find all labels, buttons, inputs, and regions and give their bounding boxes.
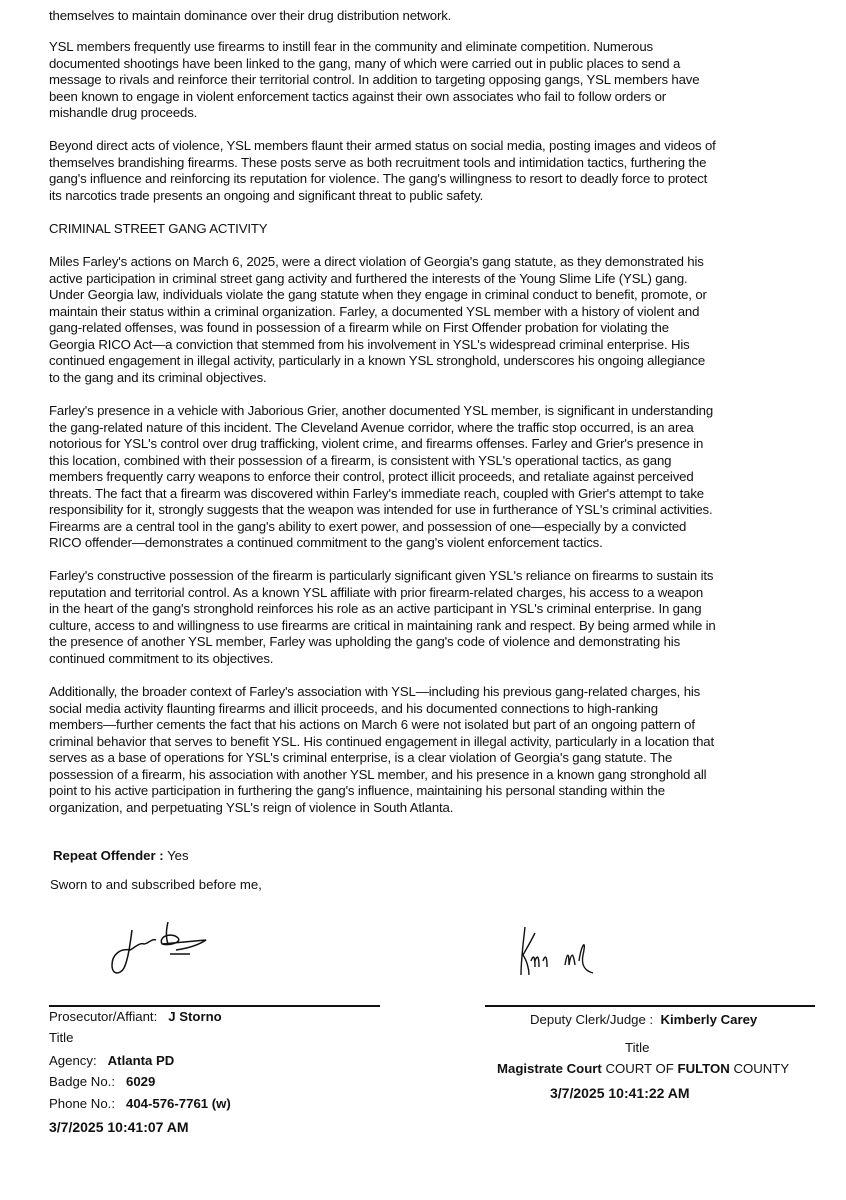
- text-line: this location, combined with their possession of a firearm, is consistent with YSL's operational tactics, as gang: [49, 452, 672, 468]
- judge-signature-line: [485, 1005, 815, 1007]
- text-line: reputation and territorial control. As a known YSL affiliate with prior firearm-related charges, his access to a weapon: [49, 584, 704, 600]
- badge-value: 6029: [125, 1074, 156, 1089]
- text-line: continued commitment to its objectives.: [49, 650, 274, 666]
- repeat-offender-label: Repeat Offender :: [53, 848, 164, 863]
- text-line: YSL members frequently use firearms to instill fear in the community and eliminate competition. Numerous: [49, 39, 653, 54]
- sworn-statement: Sworn to and subscribed before me,: [50, 877, 262, 892]
- text-line: Georgia RICO Act—a conviction that stemmed from his involvement in YSL's widespread criminal enterprise. His: [49, 336, 690, 352]
- paragraph: [49, 254, 839, 386]
- affiant-name-label: Prosecutor/Affiant:: [49, 1009, 158, 1024]
- text-line: RICO offender—demonstrates a continued commitment to the gang's violent enforcement tactics.: [49, 535, 603, 550]
- text-line: members frequently carry weapons to enforce their control, protect illicit proceeds, and retaliate against perceived: [49, 469, 694, 484]
- text-line: Additionally, the broader context of Farley's association with YSL—including his previous gang-related charges, his: [49, 684, 701, 699]
- text-line: the presence of another YSL member, Farley was upholding the gang's code of violence and demonstrating his: [49, 634, 681, 649]
- text-line: culture, access to and willingness to use firearms are critical in maintaining rank and respect. By being armed while in: [49, 617, 716, 633]
- court-of: COURT OF: [605, 1061, 674, 1076]
- text-line: Miles Farley's actions on March 6, 2025, were a direct violation of Georgia's gang statute, as they demonstrated his: [49, 254, 704, 269]
- text-line: its narcotics trade presents an ongoing and significant threat to public safety.: [49, 187, 484, 203]
- phone-value: 404-576-7761 (w): [125, 1096, 231, 1111]
- text-line: Firearms are a central tool in the gang's ability to exert power, and possession of one—especially by a convicted: [49, 518, 687, 534]
- badge-label: Badge No.:: [49, 1074, 115, 1089]
- text-line: CRIMINAL STREET GANG ACTIVITY: [49, 221, 268, 236]
- text-line: message to rivals and reinforce their territorial control. In addition to targeting opposing gangs, YSL members have: [49, 72, 700, 87]
- text-line: gang's influence and reinforcing its reputation for violence. The gang's willingness to resort to deadly force to protect: [49, 171, 708, 186]
- text-line: responsibility for it, strongly suggests that the weapon was intended for use in furtherance of YSL's criminal activities.: [49, 502, 713, 517]
- text-line: documented shootings have been linked to the gang, many of which were carried out in public places to send a: [49, 55, 681, 71]
- text-line: point to his active participation in furthering the gang's influence, maintaining his personal standing within the: [49, 783, 665, 798]
- court-county-name: FULTON: [677, 1061, 730, 1076]
- text-line: mishandle drug proceeds.: [49, 105, 198, 120]
- text-line: to the gang and its criminal objectives.: [49, 369, 267, 385]
- text-line: serves as a base of operations for YSL's criminal enterprise, is a clear violation of Georgia's gang statute. The: [49, 750, 673, 765]
- paragraph: [49, 138, 839, 204]
- affiant-signature-line: [49, 1005, 380, 1007]
- affiant-signature: [110, 920, 260, 980]
- court-type: Magistrate Court: [497, 1061, 602, 1076]
- paragraph: [49, 8, 839, 25]
- text-line: gang-related offenses, was found in possession of a firearm while on First Offender probation for violating the: [49, 320, 669, 335]
- text-line: social media activity flaunting firearms and illicit proceeds, and his documented connections to high-ranking: [49, 700, 658, 716]
- paragraph: [49, 39, 839, 122]
- affiant-datetime: 3/7/2025 10:41:07 AM: [49, 1119, 189, 1135]
- text-line: Beyond direct acts of violence, YSL members flaunt their armed status on social media, posting images and videos of: [49, 138, 716, 153]
- text-line: maintain their status within a criminal organization. Farley, a documented YSL member with a history of violent and: [49, 303, 700, 319]
- repeat-offender-value: Yes: [167, 848, 189, 863]
- text-line: themselves to maintain dominance over their drug distribution network.: [49, 8, 452, 23]
- text-line: members—further cements the fact that his actions on March 6 were not isolated but part of an ongoing pattern of: [49, 717, 695, 732]
- text-line: continued engagement in illegal activity, particularly in a known YSL stronghold, underscores his ongoing allegiance: [49, 353, 706, 368]
- judge-name: Kimberly Carey: [660, 1012, 758, 1027]
- judge-name-label: Deputy Clerk/Judge :: [530, 1012, 654, 1027]
- text-line: criminal behavior that serves to benefit YSL. His continued engagement in illegal activity, particularly in a location that: [49, 733, 714, 749]
- court-county: COUNTY: [733, 1061, 790, 1076]
- text-line: been known to engage in violent enforcement tactics against their own associates who fail to follow orders or: [49, 88, 667, 104]
- affiant-title-label: Title: [49, 1030, 74, 1045]
- paragraph: [49, 403, 839, 552]
- text-line: organization, and perpetuating YSL's reign of violence in South Atlanta.: [49, 799, 454, 815]
- text-line: the gang-related nature of this incident. The Cleveland Avenue corridor, where the traffic stop occurred, is an area: [49, 419, 694, 435]
- text-line: notorious for YSL's control over drug trafficking, violent crime, and firearms offenses. Farley and Grier's presence in: [49, 436, 704, 451]
- text-line: threats. The fact that a firearm was discovered within Farley's immediate reach, coupled with Grier's attempt to take: [49, 485, 704, 501]
- affiant-name: J Storno: [168, 1009, 222, 1024]
- agency-value: Atlanta PD: [107, 1053, 175, 1068]
- text-line: Farley's presence in a vehicle with Jaborious Grier, another documented YSL member, is significant in understanding: [49, 403, 714, 418]
- text-line: Farley's constructive possession of the firearm is particularly significant given YSL's reliance on firearms to sustain its: [49, 568, 714, 583]
- text-line: active participation in criminal street gang activity and furthered the interests of the Young Slime Life (YSL) gang.: [49, 270, 688, 286]
- text-line: themselves brandishing firearms. These posts serve as both recruitment tools and intimidation tactics, furthering the: [49, 154, 707, 170]
- court-name: [497, 1061, 789, 1076]
- section-heading: [49, 221, 839, 238]
- text-line: possession of a firearm, his association with another YSL member, and his presence in a known gang stronghold all: [49, 766, 707, 782]
- judge-title-label: Title: [625, 1040, 650, 1055]
- agency-label: Agency:: [49, 1053, 97, 1068]
- paragraph: [49, 568, 839, 667]
- repeat-offender: [53, 848, 189, 863]
- text-line: Under Georgia law, individuals violate the gang statute when they engage in criminal conduct to benefit, promote, or: [49, 287, 707, 302]
- judge-datetime: 3/7/2025 10:41:22 AM: [550, 1085, 690, 1101]
- text-line: in the heart of the gang's stronghold reinforces his role as an active participant in YSL's criminal enterprise. In gang: [49, 601, 702, 616]
- paragraph: [49, 684, 839, 816]
- judge-signature: [515, 925, 625, 980]
- phone-label: Phone No.:: [49, 1096, 115, 1111]
